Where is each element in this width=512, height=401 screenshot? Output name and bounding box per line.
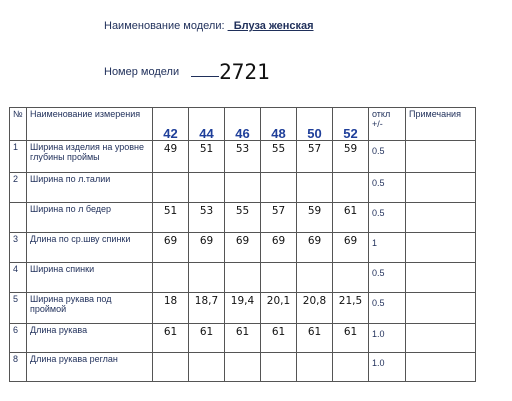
model-name-value: _Блуза женская: [227, 20, 314, 32]
header-size: 48: [261, 108, 297, 141]
row-number: 5: [10, 293, 27, 324]
model-number-underline: [191, 64, 219, 77]
cell-tolerance: 0.5: [369, 141, 406, 173]
cell-value: 61: [333, 203, 369, 233]
row-number: 4: [10, 263, 27, 293]
cell-value: [153, 353, 189, 382]
row-number: 3: [10, 233, 27, 263]
cell-value: 61: [189, 324, 225, 353]
row-number: 6: [10, 324, 27, 353]
cell-value: [297, 263, 333, 293]
row-number: 8: [10, 353, 27, 382]
row-number: 2: [10, 173, 27, 203]
cell-tolerance: 0.5: [369, 293, 406, 324]
cell-value: [153, 263, 189, 293]
header-notes: Примечания: [406, 108, 476, 141]
cell-value: 61: [261, 324, 297, 353]
table-row: [10, 203, 476, 233]
header-size: 52: [333, 108, 369, 141]
row-measurement-name: Ширина изделия на уровне глубины проймы: [27, 141, 153, 173]
cell-value: 57: [297, 141, 333, 173]
cell-value: 51: [189, 141, 225, 173]
cell-value: [297, 173, 333, 203]
cell-value: [261, 173, 297, 203]
row-measurement-name: Длина рукава: [27, 324, 153, 353]
cell-value: [225, 173, 261, 203]
cell-value: [333, 263, 369, 293]
cell-value: [297, 353, 333, 382]
cell-value: 61: [333, 324, 369, 353]
row-measurement-name: Ширина рукава под проймой: [27, 293, 153, 324]
model-name-label: Наименование модели:: [104, 20, 225, 32]
cell-value: 55: [261, 141, 297, 173]
cell-value: 49: [153, 141, 189, 173]
header-size: 50: [297, 108, 333, 141]
cell-tolerance: 1: [369, 233, 406, 263]
cell-value: 20,8: [297, 293, 333, 324]
cell-value: [189, 173, 225, 203]
cell-value: [333, 353, 369, 382]
cell-tolerance: 1.0: [369, 324, 406, 353]
cell-value: [153, 173, 189, 203]
cell-notes: [406, 324, 476, 353]
header-size: 44: [189, 108, 225, 141]
cell-value: 53: [189, 203, 225, 233]
cell-notes: [406, 293, 476, 324]
table-row: [10, 263, 476, 293]
cell-value: 69: [297, 233, 333, 263]
row-measurement-name: Длина по ср.шву спинки: [27, 233, 153, 263]
cell-value: 61: [225, 324, 261, 353]
cell-tolerance: 0.5: [369, 203, 406, 233]
cell-value: [189, 353, 225, 382]
table-row: [10, 293, 476, 324]
cell-value: 61: [297, 324, 333, 353]
table-row: [10, 353, 476, 382]
cell-value: [261, 263, 297, 293]
cell-value: 69: [189, 233, 225, 263]
cell-value: 20,1: [261, 293, 297, 324]
cell-value: 57: [261, 203, 297, 233]
cell-value: [261, 353, 297, 382]
model-number-label: Номер модели: [104, 66, 180, 78]
cell-value: 69: [333, 233, 369, 263]
cell-notes: [406, 141, 476, 173]
cell-value: 18,7: [189, 293, 225, 324]
cell-value: 53: [225, 141, 261, 173]
cell-value: 51: [153, 203, 189, 233]
model-number-value: 2721: [219, 60, 270, 84]
model-name-line: [104, 20, 314, 32]
model-number-line: [104, 60, 270, 84]
cell-value: 55: [225, 203, 261, 233]
measurement-table: [9, 107, 476, 382]
cell-value: 21,5: [333, 293, 369, 324]
cell-value: 69: [261, 233, 297, 263]
row-number: 1: [10, 141, 27, 173]
cell-notes: [406, 263, 476, 293]
cell-value: [333, 173, 369, 203]
header-measurement-name: Наименование измерения: [27, 108, 153, 141]
cell-notes: [406, 353, 476, 382]
header-no: №: [10, 108, 27, 141]
cell-value: 59: [297, 203, 333, 233]
table-row: [10, 141, 476, 173]
table-row: [10, 173, 476, 203]
row-number: [10, 203, 27, 233]
cell-value: [225, 263, 261, 293]
cell-notes: [406, 173, 476, 203]
cell-tolerance: 0.5: [369, 173, 406, 203]
row-measurement-name: Ширина по л.талии: [27, 173, 153, 203]
row-measurement-name: Ширина по л бедер: [27, 203, 153, 233]
header-tolerance: откл +/-: [369, 108, 406, 141]
header-size: 42: [153, 108, 189, 141]
row-measurement-name: Длина рукава реглан: [27, 353, 153, 382]
cell-value: 19,4: [225, 293, 261, 324]
row-measurement-name: Ширина спинки: [27, 263, 153, 293]
cell-value: [189, 263, 225, 293]
header-size: 46: [225, 108, 261, 141]
cell-value: 69: [225, 233, 261, 263]
table-row: [10, 233, 476, 263]
table-row: [10, 324, 476, 353]
cell-tolerance: 0.5: [369, 263, 406, 293]
cell-value: [225, 353, 261, 382]
cell-value: 18: [153, 293, 189, 324]
cell-value: 61: [153, 324, 189, 353]
cell-notes: [406, 233, 476, 263]
cell-value: 59: [333, 141, 369, 173]
cell-notes: [406, 203, 476, 233]
cell-tolerance: 1.0: [369, 353, 406, 382]
table-header-row: [10, 108, 476, 141]
cell-value: 69: [153, 233, 189, 263]
